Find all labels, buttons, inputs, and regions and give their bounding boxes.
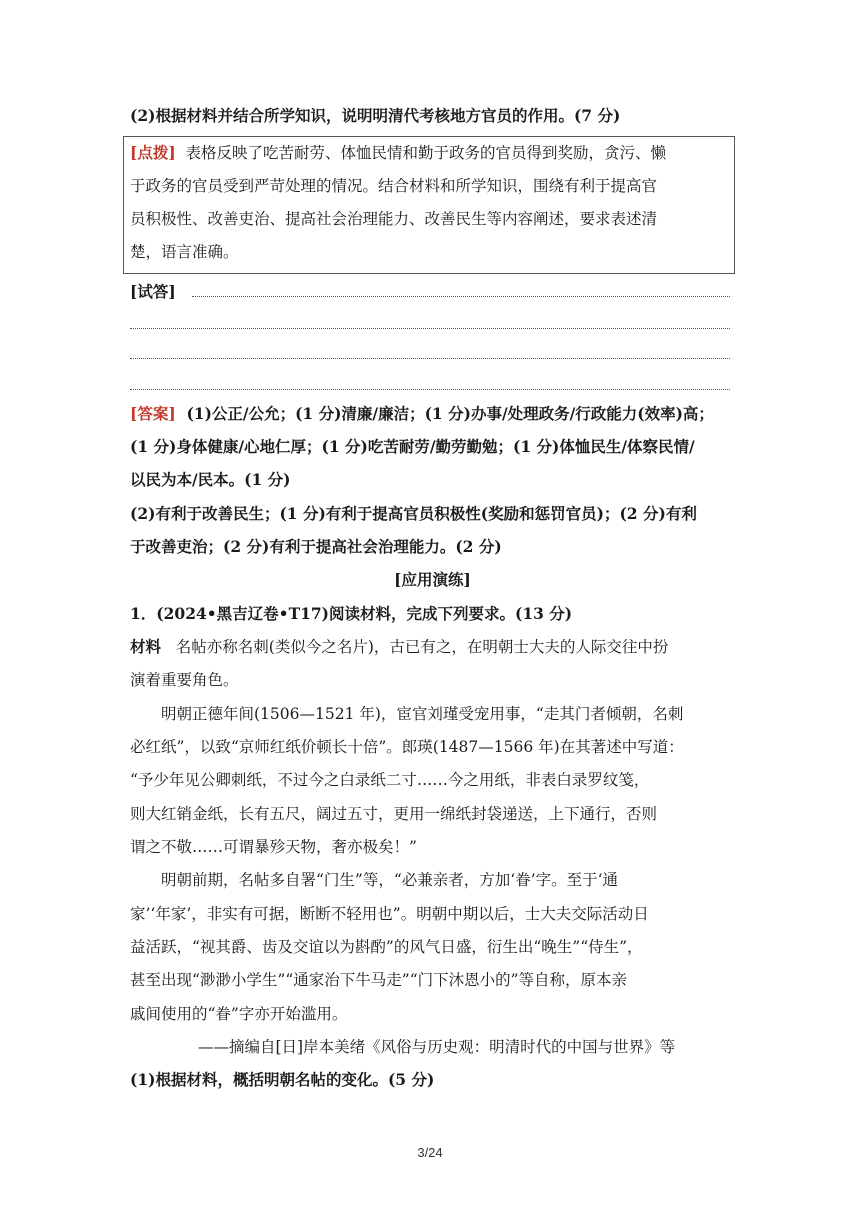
para1-line-2: 必红纸”，以致“京师红纸价顿长十倍”。郎瑛(1487—1566 年)在其著述中写道： [130,738,684,756]
source-citation: ——摘编自[日]岸本美绪《风俗与历史观：明清时代的中国与世界》等 [198,1038,676,1056]
para2-line-5: 戚间使用的“眷”字亦开始滥用。 [130,1005,348,1023]
question-1-header: 1．(2024•黑吉辽卷•T17)阅读材料，完成下列要求。(13 分) [130,604,573,623]
answer-line-4-text: (2)有利于改善民生；(1 分)有利于提高官员积极性(奖励和惩罚官员)；(2 分)有利 [130,504,697,523]
section-title: [应用演练] [394,570,471,589]
trial-label: [试答] [130,282,176,301]
sub-question-1: (1)根据材料，概括明朝名帖的变化。(5 分) [130,1070,435,1089]
para1-line-1: 明朝正德年间(1506—1521 年)，宦官刘瑾受宠用事，“走其门者倾朝，名刺 [161,705,684,723]
hint-line-3: 员积极性、改善吏治、提高社会治理能力、改善民生等内容阐述，要求表述清 [130,210,658,228]
material-line-2: 演着重要角色。 [130,671,239,689]
answer-line-3-text: 以民为本/民本。(1 分) [130,470,291,489]
hint-line-1: [点拨] 表格反映了吃苦耐劳、体恤民情和勤于政务的官员得到奖励，贪污、懒 [130,143,667,162]
answer-label: [答案] [130,404,176,423]
hint-label: [点拨] [130,143,176,162]
answer-line-5-text: 于改善吏治；(2 分)有利于提高社会治理能力。(2 分) [130,537,502,556]
answer-line-2[interactable] [130,328,730,329]
answer-line-3[interactable] [130,358,730,359]
material-line-1: 材料 名帖亦称名刺(类似今之名片)，古已有之，在明朝士大夫的人际交往中扮 [130,637,669,656]
answer-line-1-text: [答案] (1)公正/公允；(1 分)清廉/廉洁；(1 分)办事/处理政务/行政能力(效率)高； [130,404,714,423]
hint-line-2: 于政务的官员受到严苛处理的情况。结合材料和所学知识，围绕有利于提高官 [130,177,658,195]
para2-line-1: 明朝前期，名帖多自署“门生”等，“必兼亲者，方加‘眷’字。至于‘通 [161,871,619,889]
para2-line-2: 家’‘年家’，非实有可据，断断不轻用也”。明朝中期以后，士大夫交际活动日 [130,905,649,923]
answer-line-4[interactable] [130,389,730,390]
material-label: 材料 [130,637,162,656]
answer-line-2-text: (1 分)身体健康/心地仁厚；(1 分)吃苦耐劳/勤劳勤勉；(1 分)体恤民生/体察民情/ [130,437,695,456]
para1-line-4: 则大红销金纸，长有五尺，阔过五寸，更用一绵纸封袋递送，上下通行，否则 [130,805,658,823]
para1-line-3: “予少年见公卿刺纸，不过今之白录纸二寸……今之用纸，非表白录罗纹笺， [130,771,650,789]
para2-line-4: 甚至出现“渺渺小学生”“通家治下牛马走”“门下沐恩小的”等自称，原本亲 [130,971,628,989]
para1-line-5: 谓之不敬……可谓暴殄天物，奢亦极矣！” [130,838,417,856]
answer-line-1[interactable] [192,296,730,297]
question-2: (2)根据材料并结合所学知识，说明明清代考核地方官员的作用。(7 分) [130,106,621,125]
hint-line-4: 楚，语言准确。 [130,243,239,261]
para2-line-3: 益活跃，“视其爵、齿及交谊以为斟酌”的风气日盛，衍生出“晚生”“侍生”， [130,938,643,956]
page-number: 3/24 [417,1145,443,1160]
